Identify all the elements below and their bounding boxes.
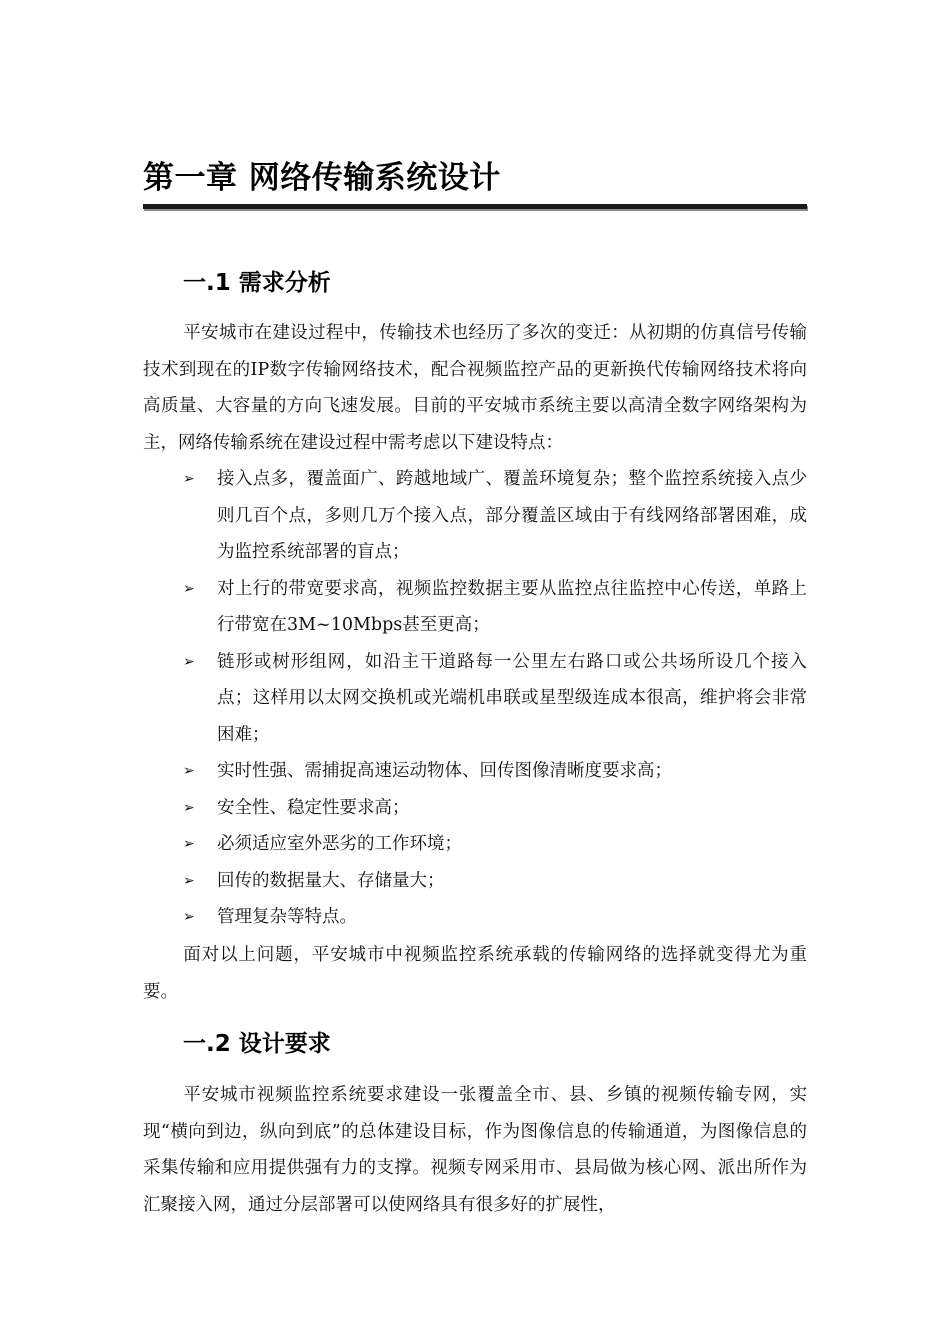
list-item-text: 安全性、稳定性要求高； — [217, 797, 410, 818]
list-item-text: 回传的数据量大、存储量大； — [217, 870, 445, 891]
list-item-text: 对上行的带宽要求高，视频监控数据主要从监控点往监控中心传送，单路上行带宽在3M~10Mbps甚至更高； — [217, 578, 807, 635]
list-item-text: 实时性强、需捕捉高速运动物体、回传图像清晰度要求高； — [217, 761, 672, 781]
list-item-text: 链形或树形组网，如沿主干道路每一公里左右路口或公共场所设几个接入点；这样用以太网交换机或光端机串联或星型级连成本很高，维护将会非常困难； — [217, 651, 807, 745]
arrowhead-bullet-icon: ➢ — [183, 653, 195, 670]
list-item — [143, 826, 807, 863]
arrowhead-bullet-icon: ➢ — [183, 799, 195, 816]
list-item — [143, 644, 807, 754]
arrowhead-bullet-icon: ➢ — [183, 471, 195, 487]
arrowhead-bullet-icon: ➢ — [183, 872, 195, 889]
list-item-text: 接入点多，覆盖面广、跨越地域广、覆盖环境复杂；整个监控系统接入点少则几百个点，多则几万个接入点，部分覆盖区域由于有线网络部署困难，成为监控系统部署的盲点； — [217, 469, 807, 562]
list-item — [143, 753, 807, 790]
requirements-closing-paragraph: 面对以上问题，平安城市中视频监控系统承载的传输网络的选择就变得尤为重要。 — [143, 945, 807, 1002]
chapter-title: 第一章 网络传输系统设计 — [143, 160, 501, 196]
arrowhead-bullet-icon: ➢ — [183, 836, 195, 852]
list-item-text: 必须适应室外恶劣的工作环境； — [217, 834, 462, 854]
list-item — [143, 461, 807, 571]
requirements-intro-paragraph: 平安城市在建设过程中，传输技术也经历了多次的变迁：从初期的仿真信号传输技术到现在的IP数字传输网络技术，配合视频监控产品的更新换代传输网络技术将向高质量、大容量的方向飞速发展。目前的平安城市系统主要以高清全数字网络架构为主，网络传输系统在建设过程中需考虑以下建设特点： — [143, 323, 807, 453]
list-item — [143, 571, 807, 644]
section-title-design-requirements: 一.2 设计要求 — [183, 1031, 331, 1057]
list-item-text: 管理复杂等特点。 — [217, 907, 357, 927]
arrowhead-bullet-icon: ➢ — [183, 909, 195, 925]
list-item — [143, 899, 807, 936]
arrowhead-bullet-icon: ➢ — [183, 580, 195, 597]
list-item — [143, 863, 807, 900]
design-requirements-paragraph: 平安城市视频监控系统要求建设一张覆盖全市、县、乡镇的视频传输专网，实现“横向到边，纵向到底”的总体建设目标，作为图像信息的传输通道，为图像信息的采集传输和应用提供强有力的支撑。视频专网采用市、县局做为核心网、派出所作为汇聚接入网，通过分层部署可以使网络具有很多好的扩展性， — [143, 1085, 807, 1215]
arrowhead-bullet-icon: ➢ — [183, 763, 195, 779]
list-item — [143, 790, 807, 827]
chapter-title-underline — [143, 204, 807, 209]
section-title-requirements-analysis: 一.1 需求分析 — [183, 270, 331, 296]
requirements-bullet-list — [143, 461, 807, 936]
